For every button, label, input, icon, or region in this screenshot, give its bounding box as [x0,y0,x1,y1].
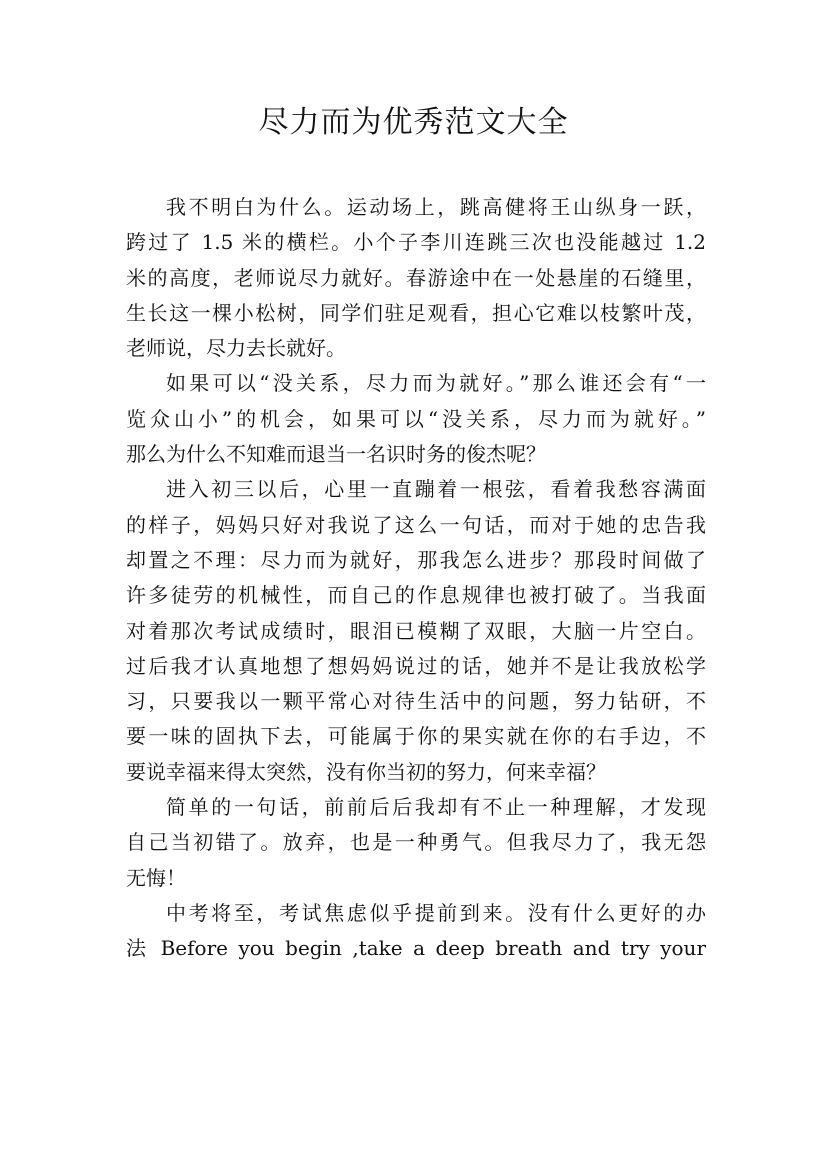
document-title: 尽力而为优秀范文大全 [258,105,569,140]
body-line: 我不明白为什么。运动场上，跳高健将王山纵身一跃， [166,195,706,219]
body-line: 览众山小”的机会，如果可以“没关系，尽力而为就好。” [126,406,706,431]
body-line: 却置之不理：尽力而为就好，那我怎么进步？那段时间做了 [126,547,706,572]
body-line: 简单的一句话，前前后后我却有不止一种理解，才发现 [166,795,706,820]
body-line: 那么为什么不知难而退当一名识时务的俊杰呢？ [126,442,546,467]
body-line: 如果可以“没关系，尽力而为就好。”那么谁还会有“一 [166,371,706,396]
body-line: 对着那次考试成绩时，眼泪已模糊了双眼，大脑一片空白。 [126,618,706,643]
body-line: 老师说，尽力去长就好。 [126,336,346,361]
body-line: 要说幸福来得太突然，没有你当初的努力，何来幸福？ [126,759,606,784]
body-line: 跨过了 1.5 米的横栏。小个子李川连跳三次也没能越过 1.2 [126,230,706,255]
body-line: 自己当初错了。放弃，也是一种勇气。但我尽力了，我无怨 [126,830,706,855]
body-line: 习，只要我以一颗平常心对待生活中的问题，努力钻研，不 [126,689,706,714]
body-line: 的样子，妈妈只好对我说了这么一句话，而对于她的忠告我 [126,512,706,537]
body-line: 过后我才认真地想了想妈妈说过的话，她并不是让我放松学 [126,653,706,678]
body-line: 许多徒劳的机械性，而自己的作息规律也被打破了。当我面 [126,583,706,608]
document-body [126,190,706,967]
body-line: 米的高度，老师说尽力就好。春游途中在一处悬崖的石缝里， [126,265,706,290]
body-line: 进入初三以后，心里一直蹦着一根弦，看着我愁容满面 [166,477,706,502]
body-line: 要一味的固执下去，可能属于你的果实就在你的右手边，不 [126,724,706,749]
body-line: 法 Before you begin ,take a deep breath and try your [126,936,706,961]
body-line: 无悔！ [126,865,186,890]
body-line: 中考将至，考试焦虑似乎提前到来。没有什么更好的办 [166,900,706,925]
body-line: 生长这一棵小松树，同学们驻足观看，担心它难以枝繁叶茂， [126,300,706,325]
